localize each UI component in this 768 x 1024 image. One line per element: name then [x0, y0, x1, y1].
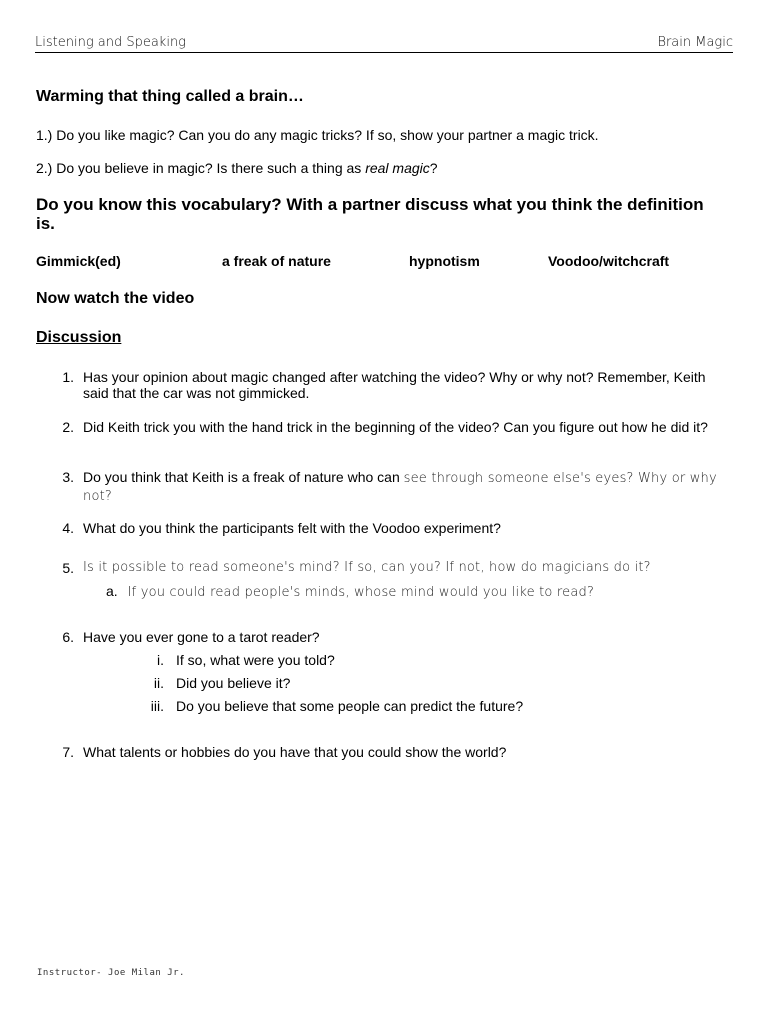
item-text: Did Keith trick you with the hand trick in the beginning of the video? Can you figure out how he did it? — [83, 419, 708, 435]
q2-prefix: 2.) Do you believe in magic? Is there such a thing as — [36, 160, 366, 176]
item-number: 7. — [62, 744, 74, 760]
vocab-term-gimmick: Gimmick(ed) — [36, 253, 121, 269]
item-number: 5. — [62, 560, 74, 576]
sub-text-i: If so, what were you told? — [176, 652, 335, 668]
page-header — [35, 34, 733, 53]
sub-item-5a — [106, 583, 594, 600]
item-text: What do you think the participants felt with the Voodoo experiment? — [83, 520, 501, 536]
vocab-heading: Do you know this vocabulary? With a partner discuss what you think the definition is. — [36, 195, 704, 233]
vocab-term-freak: a freak of nature — [222, 253, 331, 269]
q2-suffix: ? — [429, 160, 438, 176]
item-text — [83, 469, 733, 505]
sub-number: a. — [106, 583, 118, 599]
item-text: Has your opinion about magic changed after watching the video? Why or why not? Remember, Keith said that the car was not gimmicked. — [83, 369, 706, 401]
item-text: Have you ever gone to a tarot reader? — [83, 629, 320, 645]
q2-italic: real magic — [365, 160, 430, 176]
warming-heading: Warming that thing called a brain… — [36, 88, 304, 105]
sub-text: If you could read people's minds, whose mind would you like to read? — [127, 585, 595, 600]
sub-text-ii: Did you believe it? — [176, 675, 291, 691]
vocab-term-voodoo: Voodoo/witchcraft — [548, 253, 670, 269]
vocab-term-hypnotism: hypnotism — [409, 253, 480, 269]
item-number: 6. — [62, 629, 74, 645]
instructor-footer: Instructor- Joe Milan Jr. — [37, 968, 185, 978]
item-text: What talents or hobbies do you have that you could show the world? — [83, 744, 507, 760]
sub-number-iii: iii. — [150, 698, 164, 714]
sub-text-iii: Do you believe that some people can predict the future? — [176, 698, 524, 714]
item-number: 3. — [62, 469, 74, 485]
watch-heading: Now watch the video — [36, 290, 195, 307]
item-number: 1. — [62, 369, 74, 385]
warmup-question-1: 1.) Do you like magic? Can you do any magic tricks? If so, show your partner a magic trick. — [36, 127, 599, 143]
item-number: 2. — [62, 419, 74, 435]
course-title: Listening and Speaking — [35, 35, 186, 50]
item-text: Is it possible to read someone's mind? If so, can you? If not, how do magicians do it? — [83, 560, 651, 575]
lesson-title: Brain Magic — [657, 35, 733, 50]
sub-number-i: i. — [157, 652, 164, 668]
item-text-b: see through someone else's eyes? Why or why not? — [83, 471, 717, 504]
item-text-a: Do you think that Keith is a freak of nature who can — [83, 469, 404, 485]
discussion-heading: Discussion — [36, 329, 122, 346]
warmup-question-2 — [36, 160, 438, 176]
sub-number-ii: ii. — [153, 675, 164, 691]
item-number: 4. — [62, 520, 74, 536]
